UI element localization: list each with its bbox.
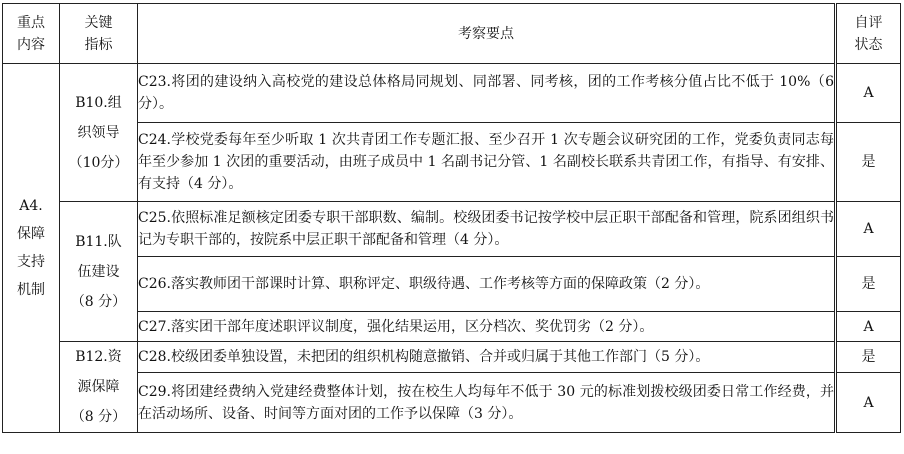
table-row bbox=[3, 64, 901, 123]
status-c28: 是 bbox=[836, 342, 901, 373]
status-c29: A bbox=[836, 373, 901, 433]
indicator-b12: B12.资 源保障 （8 分） bbox=[60, 342, 138, 433]
status-c25: A bbox=[836, 202, 901, 257]
criterion-c27: C27.落实团干部年度述职评议制度，强化结果运用，区分档次、奖优罚劣（2 分）。 bbox=[138, 312, 836, 342]
indicator-b10: B10.组 织领导 （10分） bbox=[60, 64, 138, 202]
criterion-c24: C24.学校党委每年至少听取 1 次共青团工作专题汇报、至少召开 1 次专题会议研究团的工作，党委负责同志每年至少参加 1 次团的重要活动，由班子成员中 1 名副书记分管、1 名副校长联系共青团工作，有指导、有安排、有支持（4 分）。 bbox=[138, 123, 836, 202]
header-row bbox=[3, 4, 901, 64]
criterion-c25: C25.依照标准足额核定团委专职干部职数、编制。校级团委书记按学校中层正职干部配备和管理，院系团组织书记为专职干部的，按院系中层正职干部配备和管理（4 分）。 bbox=[138, 202, 836, 257]
table-row bbox=[3, 202, 901, 257]
status-c23: A bbox=[836, 64, 901, 123]
evaluation-table bbox=[2, 3, 901, 433]
table-row bbox=[3, 123, 901, 202]
header-key-indicator: 关键 指标 bbox=[60, 4, 138, 64]
table-row bbox=[3, 312, 901, 342]
criterion-c28: C28.校级团委单独设置，未把团的组织机构随意撤销、合并或归属于其他工作部门（5 分）。 bbox=[138, 342, 836, 373]
status-c26: 是 bbox=[836, 257, 901, 312]
status-c24: 是 bbox=[836, 123, 901, 202]
table-row bbox=[3, 342, 901, 373]
key-content-a4: A4. 保障 支持 机制 bbox=[3, 64, 60, 433]
criterion-c29: C29.将团建经费纳入党建经费整体计划，按在校生人均每年不低于 30 元的标准划拨校级团委日常工作经费，并在活动场所、设备、时间等方面对团的工作予以保障（3 分）。 bbox=[138, 373, 836, 433]
criterion-c23: C23.将团的建设纳入高校党的建设总体格局同规划、同部署、同考核，团的工作考核分值占比不低于 10%（6 分）。 bbox=[138, 64, 836, 123]
table-row bbox=[3, 373, 901, 433]
indicator-b11: B11.队 伍建设 （8 分） bbox=[60, 202, 138, 342]
header-self-assessment: 自评 状态 bbox=[836, 4, 901, 64]
header-inspection-points: 考察要点 bbox=[138, 4, 836, 64]
table-row bbox=[3, 257, 901, 312]
criterion-c26: C26.落实教师团干部课时计算、职称评定、职级待遇、工作考核等方面的保障政策（2 分）。 bbox=[138, 257, 836, 312]
header-key-content: 重点 内容 bbox=[3, 4, 60, 64]
status-c27: A bbox=[836, 312, 901, 342]
